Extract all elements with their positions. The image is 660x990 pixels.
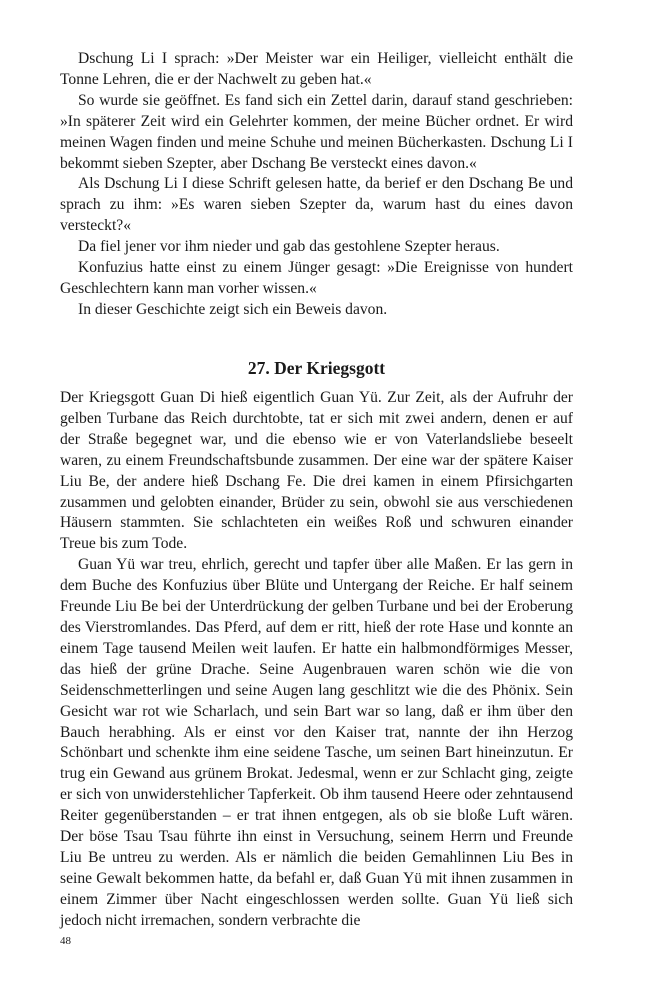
paragraph: Da fiel jener vor ihm nieder und gab das gestohlene Szepter heraus. — [78, 238, 500, 256]
paragraph: Guan Yü war treu, ehrlich, gerecht und tapfer über alle Maßen. Er las gern in dem Buche des Konfuzius über Blüte und Untergang der Reiche. Er half seinem Freunde Liu Be bei der Unterdrückung der gelben Turbane und bei der Eroberung des Vierstromlandes. Das Pferd, auf dem er ritt, hieß der rote Hase und konnte an einem Tage tausend Meilen weit laufen. Er hatte ein halbmondförmiges Messer, das hieß der grüne Drache. Seine Augenbrauen waren schön wie die von Seidenschmetterlingen und seine Augen lang geschlitzt wie die des Phönix. Sein Gesicht war rot wie Scharlach, und sein Bart war so lang, daß er ihm über den Bauch herabhing. Als er einst vor den Kaiser trat, nannte der ihn Herzog Schönbart und schenkte ihm eine seidene Tasche, um seinen Bart hineinzutun. Er trug ein Gewand aus grünem Brokat. Jedesmal, wenn er zur Schlacht ging, zeigte er sich von unwiderstehlicher Tapferkeit. Ob ihm tausend Heere oder zehntausend Reiter gegenüberstanden – er trat ihnen entgegen, als ob sie bloße Luft wären. Der böse Tsau Tsau führte ihn einst in Versuchung, seinem Herrn und Freunde Liu Be untreu zu werden. Als er nämlich die beiden Gemahlinnen Liu Bes in seine Gewalt bekommen hatte, da befahl er, daß Guan Yü mit ihnen zusammen in einem Zimmer über Nacht eingeschlossen werden sollte. Guan Yü ließ sich jedoch nicht irremachen, sondern verbrachte die — [60, 556, 573, 929]
paragraph: Dschung Li I sprach: »Der Meister war ein Heiliger, vielleicht enthält die Tonne Lehren, die er der Nachwelt zu geben hat.« — [60, 50, 573, 88]
previous-story-ending — [60, 49, 573, 321]
paragraph: Als Dschung Li I diese Schrift gelesen hatte, da berief er den Dschang Be und sprach zu ihm: »Es waren sieben Szepter da, warum hast du eines davon versteckt?« — [60, 175, 573, 235]
chapter-body — [60, 388, 573, 932]
paragraph: Der Kriegsgott Guan Di hieß eigentlich Guan Yü. Zur Zeit, als der Aufruhr der gelben Turbane das Reich durchtobte, tat er sich mit zwei andern, denen er auf der Straße begegnet war, und die ebenso wie er von Vaterlandsliebe beseelt waren, zu einem Freundschaftsbunde zusammen. Der eine war der spätere Kaiser Liu Be, der andere hieß Dschang Fe. Die drei kamen in einem Pfirsichgarten zusammen und gelobten einander, Brüder zu sein, obwohl sie aus verschiedenen Häusern stammten. Sie schlachteten ein weißes Roß und schwuren einander Treue bis zum Tode. — [60, 389, 573, 553]
paragraph: So wurde sie geöffnet. Es fand sich ein Zettel darin, darauf stand geschrieben: »In späterer Zeit wird ein Gelehrter kommen, der meine Bücher ordnet. Er wird meinen Wagen finden und meine Schuhe und meinen Bücherkasten. Dschung Li I bekommt sieben Szepter, aber Dschang Be versteckt eines davon.« — [60, 91, 573, 172]
paragraph: Konfuzius hatte einst zu einem Jünger gesagt: »Die Ereignisse von hundert Geschlechtern kann man vorher wissen.« — [60, 259, 573, 297]
paragraph: In dieser Geschichte zeigt sich ein Beweis davon. — [78, 300, 388, 318]
chapter-title: 27. Der Kriegsgott — [247, 358, 386, 378]
page-number: 48 — [60, 935, 71, 947]
